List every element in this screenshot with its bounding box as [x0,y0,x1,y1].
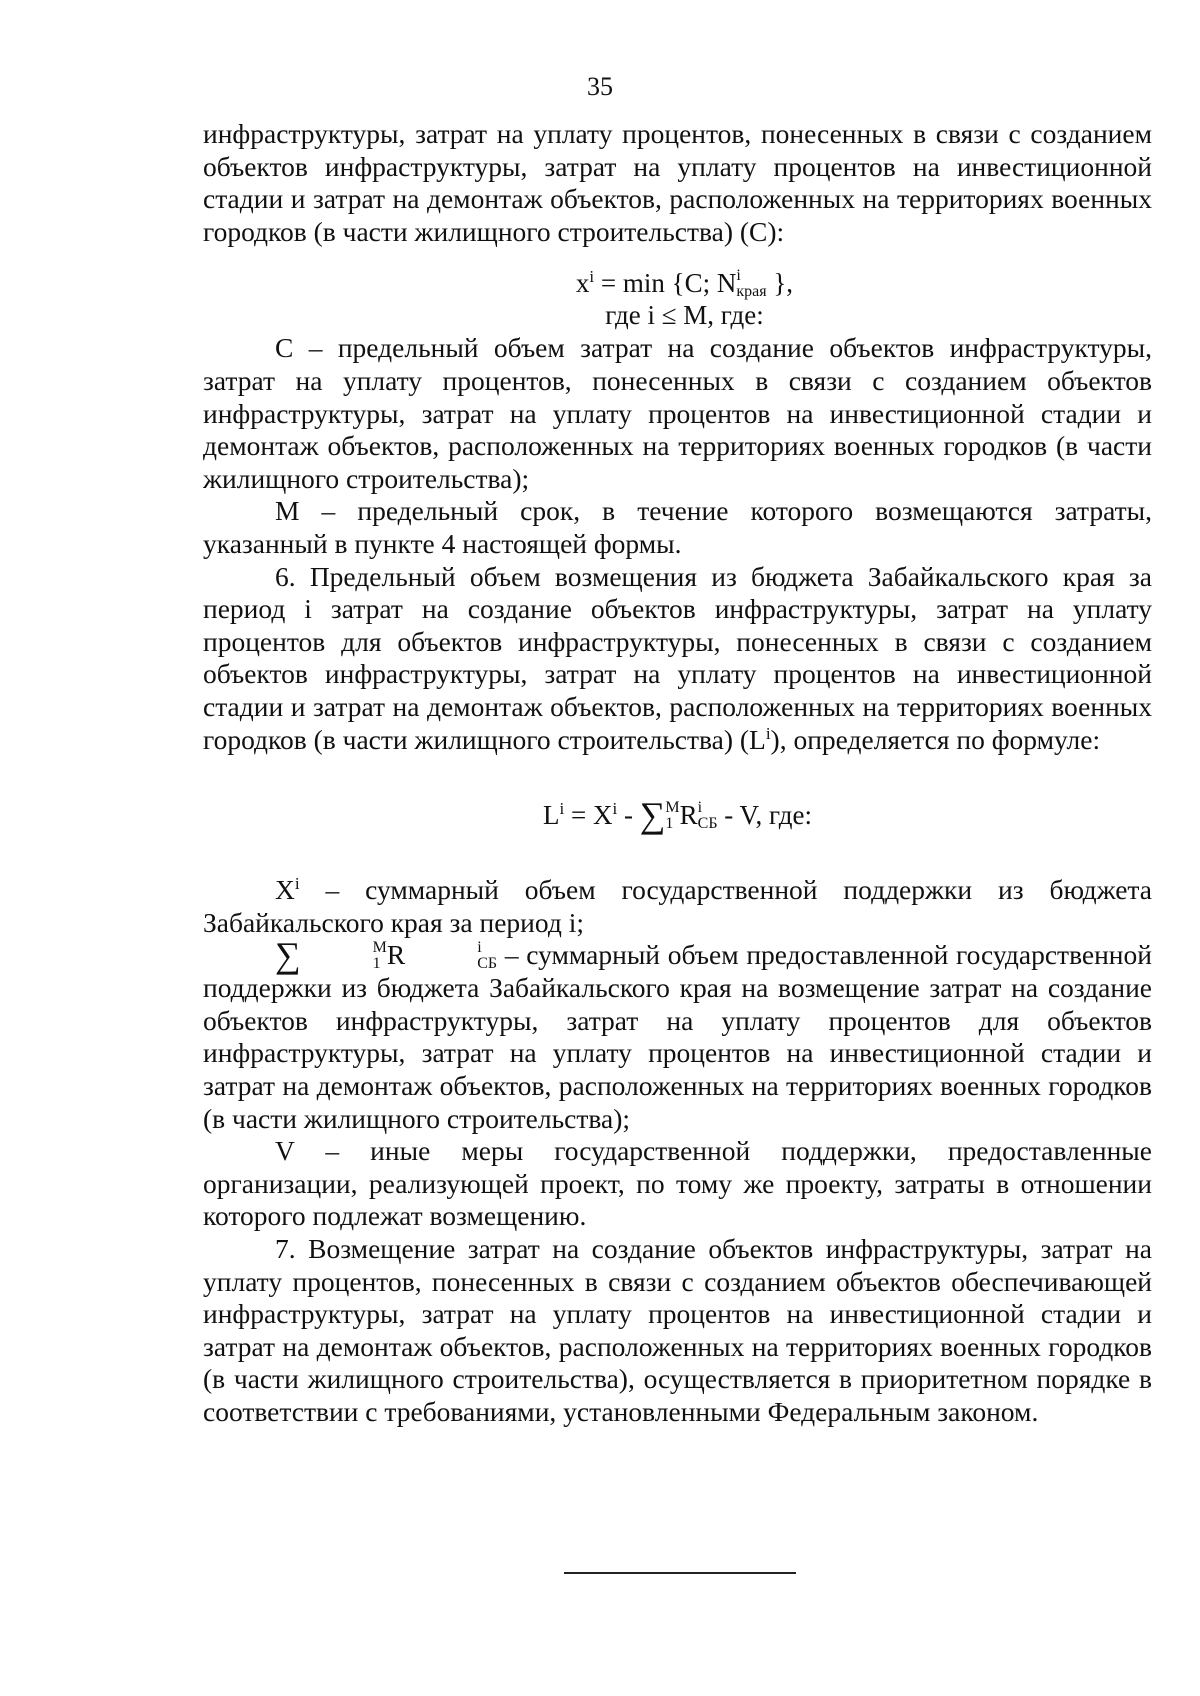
clause-6: 6. Предельный объем возмещения из бюджета Забайкальского края за период i затрат на создание объектов инфраструктуры, затрат на уплату процентов для объектов инфраструктуры, понесенных в связи с созданием объектов инфраструктуры, затрат на уплату процентов на инвестиционной стадии и затрат на демонтаж объектов, расположенных на территориях военных городков (в части жилищного строительства) $(L^i)$, определяется по формуле: [203,560,1152,755]
definition-v: V – иные меры государственной поддержки, предоставленные организации, реализующей проект, по тому же проекту, затраты в отношении которого подлежат возмещению. [203,1135,1152,1232]
sum-symbol: ∑ [639,795,666,836]
paragraph-continuation: инфраструктуры, затрат на уплату процентов, понесенных в связи с созданием объектов инфраструктуры, затрат на уплату процентов на инвестиционной стадии и затрат на демонтаж объектов, расположенных на территориях военных городков (в части жилищного строительства) (С): [203,118,1152,247]
formula-x-min: $x^i = \min \{C$; N i края }, [575,267,794,301]
sum-symbol: ∑ [275,935,301,976]
definition-c: С – предельный объем затрат на создание объектов инфраструктуры, затрат на уплату процентов, понесенных в связи с созданием объектов инфраструктуры, затрат на уплату процентов на инвестиционной стадии и демонтаж объектов, расположенных на территориях военных городков (в части жилищного строительства); [203,332,1152,494]
formula-condition: где i ≤ M, где: [605,300,764,331]
document-body [203,118,1152,1429]
formula-l: $L^i = X^i$ - ∑ M 1 R i СБ - V, где: [543,795,812,836]
definition-m: М – предельный срок, в течение которого возмещаются затраты, указанный в пункте 4 настоящей формы. [203,495,1152,559]
end-separator-line [564,1572,796,1574]
page-number: 35 [587,72,613,101]
definition-sum-r: ∑ M 1 R i СБ – суммарный объем предоставленной государственной поддержки из бюджета Забайкальского края на возмещение затрат на создание объектов инфраструктуры, затрат на уплату процентов для объектов инфраструктуры, затрат на уплату процентов на инвестиционной стадии и затрат на демонтаж объектов, расположенных на территориях военных городков (в части жилищного строительства); [203,935,1152,1134]
definition-x: $X^i$ – суммарный объем государственной поддержки из бюджета Забайкальского края за период i; [203,873,1152,938]
clause-7: 7. Возмещение затрат на создание объектов инфраструктуры, затрат на уплату процентов, понесенных в связи с созданием объектов обеспечивающей инфраструктуры, затрат на уплату процентов на инвестиционной стадии и затрат на демонтаж объектов, расположенных на территориях военных городков (в части жилищного строительства), осуществляется в приоритетном порядке в соответствии с требованиями, установленными Федеральным законом. [203,1233,1152,1427]
